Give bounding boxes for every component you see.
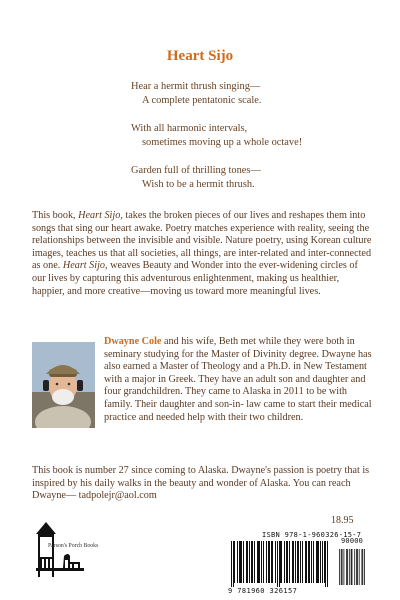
- poem-line: Hear a hermit thrush singing—: [131, 81, 261, 92]
- desc-text: This book,: [32, 210, 79, 221]
- publisher-name: Parson's Porch Books: [48, 543, 99, 549]
- barcode-addon-digits: 90000: [341, 537, 364, 545]
- desc-book-title: Heart Sijo: [78, 210, 121, 221]
- author-photo-illustration: [32, 342, 95, 428]
- poem-line: Wish to be a hermit thrush.: [142, 179, 255, 190]
- poem-line: Garden full of thrilling tones—: [131, 165, 261, 176]
- author-bio-text: and his wife, Beth met while they were both in seminary studying for the Master of Divinity degree. Dwayne has also earned a Master of Theology and a Ph.D. in New Testament with a major in Greek. They have an adult son and daughter and four grandchildren. They came to Alaska in 2011 to be with family. Their daughter and son-in- law came to start their medical practice and needed help with their two children.: [104, 336, 372, 423]
- desc-text: , takes the broken pieces of our lives and reshapes them into songs that sing our heart awake. Poetry matches experience with reality, seeing the relationships between the invisible and visible. Nature poetry, using Korean culture images, teaches us that all societies, all things, are inter-related and inter-connected as one.: [32, 210, 372, 272]
- desc-text: , weaves Beauty and Wonder into the ever-widening circles of our lives by capturing this adventurous enlightenment, making us healthier, happier, and more creative—moving us toward more meaningful lives.: [32, 260, 358, 297]
- book-title: Heart Sijo: [166, 48, 234, 64]
- closing-paragraph: This book is number 27 since coming to Alaska. Dwayne's passion is poetry that is inspired by his daily walks in the beauty and wonder of Alaska. You can reach Dwayne— tadpolejr@aol.com: [32, 465, 370, 502]
- price: 18.95: [331, 515, 354, 526]
- barcode-digits: 9 781960 326157: [228, 587, 298, 595]
- poem-stanza: [131, 122, 371, 150]
- isbn-text: ISBN 978-1-960326-15-7: [262, 531, 362, 539]
- desc-book-title: Heart Sijo: [62, 260, 106, 272]
- poem-line: With all harmonic intervals,: [131, 123, 248, 134]
- poem-stanza: [131, 80, 371, 108]
- poem-line: sometimes moving up a whole octave!: [142, 137, 303, 148]
- poem-stanza: [131, 164, 371, 192]
- poem-line: A complete pentatonic scale.: [142, 95, 262, 106]
- poem: [131, 80, 371, 206]
- book-description: [32, 210, 372, 298]
- isbn-barcode: [227, 539, 367, 587]
- author-photo: [32, 342, 95, 428]
- author-bio: [104, 336, 376, 424]
- author-name: Dwayne Cole: [104, 336, 162, 347]
